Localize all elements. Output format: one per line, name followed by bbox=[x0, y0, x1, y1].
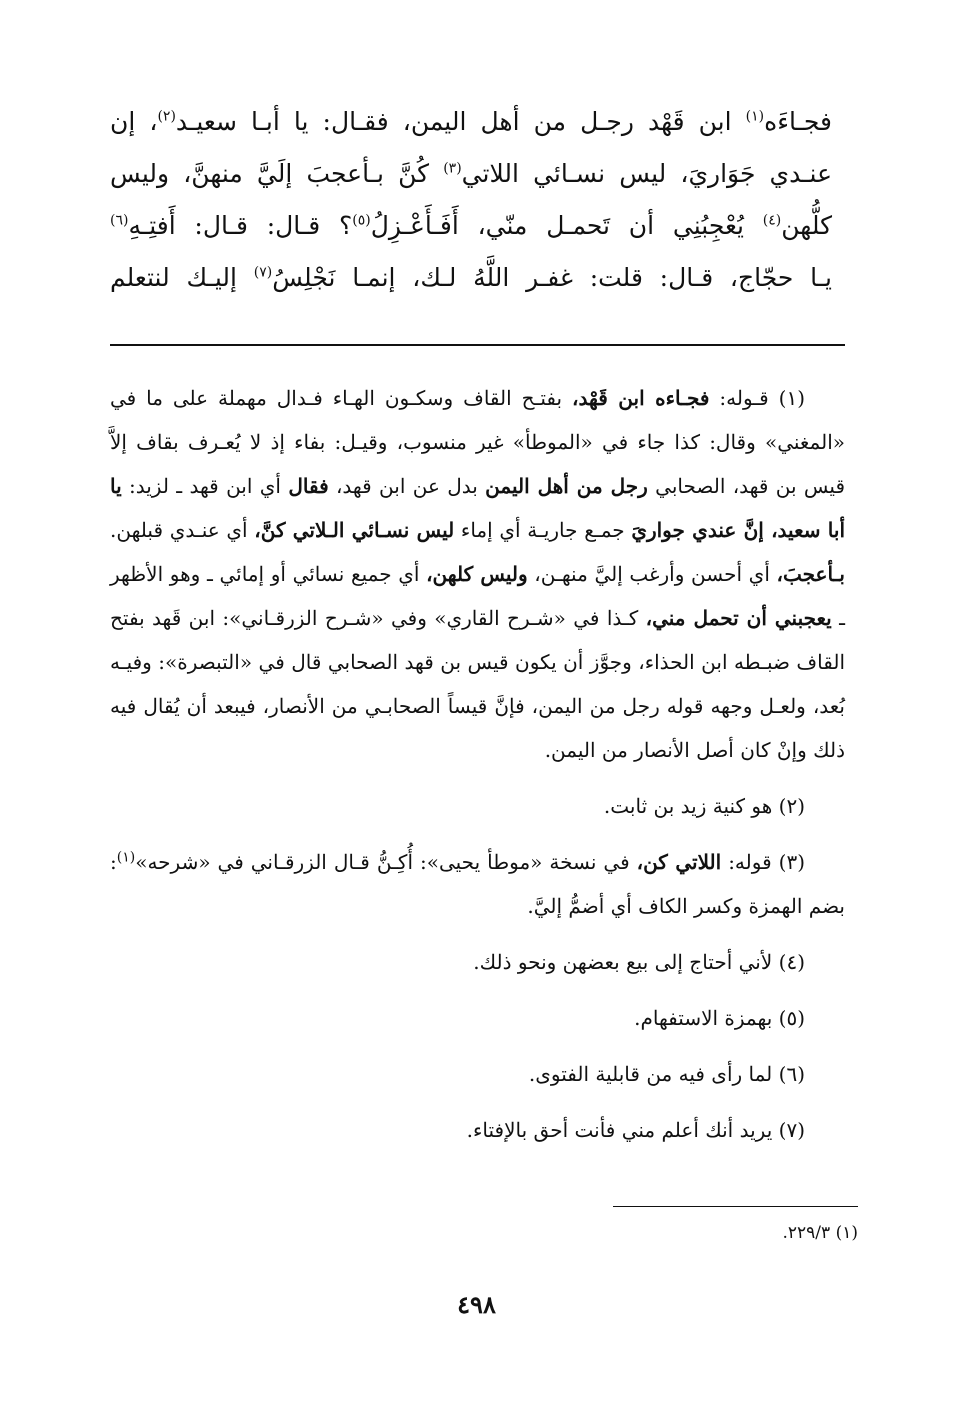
footnote-marker: (٥) bbox=[352, 212, 371, 229]
footnote-marker: (١) bbox=[116, 849, 136, 866]
text-run: قوله: bbox=[721, 850, 779, 874]
text-run: أي عنـدي قبلهن. bbox=[110, 518, 255, 542]
text-run: ؟ قـال: قـال: أَفتِـهِ bbox=[128, 211, 353, 240]
footnote-number: (٦) bbox=[778, 1062, 805, 1086]
bold-text: بـأعجبَ، bbox=[776, 562, 845, 586]
bold-text: فقال bbox=[288, 474, 329, 498]
text-run: إليـك لنتعلم bbox=[110, 263, 254, 292]
main-line bbox=[110, 148, 832, 200]
footnote-number: (٢) bbox=[778, 794, 805, 818]
text-run: ، إن bbox=[110, 107, 158, 136]
text-run: لما رأى فيه من قابلية الفتوى. bbox=[528, 1062, 779, 1086]
subnote bbox=[613, 1218, 858, 1248]
footnote-separator bbox=[110, 344, 845, 346]
text-run: يريد أنك أعلم مني فأنت أحق بالإفتاء. bbox=[466, 1118, 779, 1142]
bold-text: يعجبني أن تحمل مني، bbox=[645, 606, 832, 630]
footnote-4 bbox=[110, 940, 845, 984]
footnote-7 bbox=[110, 1108, 845, 1152]
footnote-1 bbox=[110, 376, 845, 772]
footnote-marker: (٣) bbox=[443, 160, 462, 177]
text-run: أي ابن قهد ـ لزيد: bbox=[121, 474, 289, 498]
footnote-number: (٥) bbox=[778, 1006, 805, 1030]
text-run: جمـع جاريـة أي إماء bbox=[454, 518, 632, 542]
footnote-marker: (٢) bbox=[157, 108, 176, 125]
footnote-3 bbox=[110, 840, 845, 928]
text-run: يـا حجّاج، قـال: قلت: غفـر اللَّهُ لـك، إنمـا نَجْلِسُ bbox=[272, 263, 832, 292]
hadith-text bbox=[110, 96, 832, 304]
footnote-number: (١) bbox=[778, 386, 805, 410]
text-run: ابن قَهْد رجـل من أهل اليمن، فقـال: يا أبـا سعيـد bbox=[175, 107, 746, 136]
text-run: كُنَّ بـأعجبَ إلَيَّ منهنَّ، وليس bbox=[110, 159, 444, 188]
text-run: كلُّهن bbox=[781, 211, 832, 240]
text-run: في نسخة «موطأ يحيى»: أُكِـنُّ قـال الزرقـاني في «شرحه» bbox=[135, 850, 637, 874]
bold-text: وليس كلهن، bbox=[426, 562, 528, 586]
text-run: بهمزة الاستفهام. bbox=[634, 1006, 779, 1030]
bold-text: يا أبا سعيد، إنَّ عندي جواريَ bbox=[110, 474, 845, 542]
text-run: أي أحسن وأرغب إليَّ منهـن، bbox=[527, 562, 777, 586]
subnote-separator bbox=[613, 1206, 858, 1207]
footnote-marker: (٦) bbox=[110, 212, 129, 229]
text-run: كـذا في «شـرح القاري» وفي «شـرح الزرقـاني»: ابن قَهد بفتح القاف ضبـطه ابن الحذاء، وجوَّز أن يكون قيس بن قهد الصحابي قال في «التبصرة»: وفيـه بُعد، ولعـل وجهه قوله رجل من اليمن، فإنَّ قيساً الصحابـي من الأنصار، فيبعد أن يُقال فيه ذلك وإنْ كان أصل الأنصار من اليمن. bbox=[110, 606, 846, 762]
text-run: لأني أحتاج إلى بيع بعضهن ونحو ذلك. bbox=[473, 950, 779, 974]
footnote-marker: (١) bbox=[745, 108, 765, 125]
text-run: : بضم الهمزة وكسر الكاف أي أضمُّ إليَّ. bbox=[110, 850, 845, 918]
bold-text: فجـاءه ابن قَهْد، bbox=[572, 386, 710, 410]
footnote-marker: (٤) bbox=[762, 212, 782, 229]
footnote-6 bbox=[110, 1052, 845, 1096]
footnote-number: (٧) bbox=[778, 1118, 805, 1142]
bold-text: ليس نسـائي الـلاتي كنَّ، bbox=[254, 518, 455, 542]
bold-text: رجل من أهل اليمن bbox=[485, 474, 648, 498]
text-run: بفتـح القاف وسكـون الهـاء فـدال مهملة على ما في «المغني» وقال: كذا جاء في «الموطأ» غير منسوب، وقيـل: بفاء إذ لا يُعـرف بقاف إلاَّ قيس بن قهد، الصحابي bbox=[110, 386, 846, 498]
text-run: يُعْجِبُنِي أن تَحمـل منّي، أَفَـأَعْـزِلُ bbox=[370, 211, 763, 240]
text-run: فجـاءَه bbox=[764, 107, 832, 136]
footnote-number: (٣) bbox=[778, 850, 805, 874]
text-run: بدل عن ابن قهد، bbox=[328, 474, 486, 498]
footnote-5 bbox=[110, 996, 845, 1040]
page-number: ٤٩٨ bbox=[457, 1290, 496, 1319]
bold-text: اللاتي كن، bbox=[636, 850, 722, 874]
text-run: هو كنية زيد بن ثابت. bbox=[603, 794, 779, 818]
text-run: عنـدي جَوَاريَ، ليس نسـائي اللاتي bbox=[461, 159, 833, 188]
main-line bbox=[110, 96, 832, 148]
text-run: ٢٢٩/٣. bbox=[782, 1223, 836, 1243]
main-line bbox=[110, 252, 832, 304]
footnote-number: (١) bbox=[835, 1223, 858, 1243]
text-run: أي جميع نسائي أو إمائي ـ وهو الأظهر ـ bbox=[110, 562, 846, 630]
footnotes bbox=[110, 376, 845, 1152]
footnote-2 bbox=[110, 784, 845, 828]
main-line bbox=[110, 200, 832, 252]
footnote-number: (٤) bbox=[778, 950, 805, 974]
text-run: قـوله: bbox=[709, 386, 779, 410]
footnote-marker: (٧) bbox=[253, 264, 273, 281]
